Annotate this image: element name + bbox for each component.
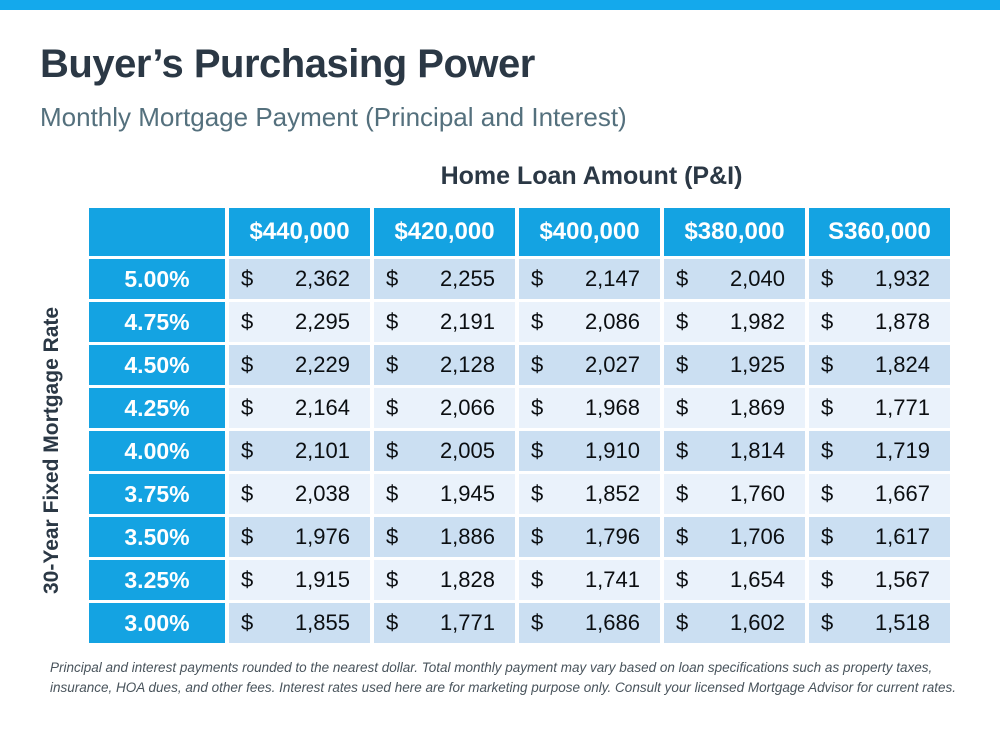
payment-amount: 1,878	[874, 309, 930, 334]
payment-cell	[374, 259, 515, 299]
payment-cell	[229, 517, 370, 557]
payment-cell	[519, 517, 660, 557]
payment-cell	[809, 431, 950, 471]
payment-amount: 1,945	[439, 481, 495, 506]
payment-cell	[519, 388, 660, 428]
payment-cell-content	[374, 481, 515, 507]
payment-cell	[664, 603, 805, 643]
payment-cell-content	[809, 610, 950, 636]
currency-symbol: $	[241, 610, 254, 635]
currency-symbol: $	[676, 352, 689, 377]
payment-cell	[519, 431, 660, 471]
currency-symbol: $	[531, 524, 544, 549]
payment-cell	[229, 259, 370, 299]
payment-cell-content	[374, 610, 515, 636]
payment-amount: 1,910	[584, 438, 640, 463]
payment-cell-content	[664, 266, 805, 292]
rate-cell: 3.75%	[89, 474, 225, 514]
payment-cell-content	[229, 610, 370, 636]
table-row	[89, 302, 950, 342]
payment-cell-content	[809, 309, 950, 335]
column-header: $440,000	[229, 208, 370, 256]
payment-cell-content	[519, 266, 660, 292]
payment-cell	[374, 603, 515, 643]
currency-symbol: $	[821, 309, 834, 334]
currency-symbol: $	[531, 266, 544, 291]
payment-cell	[664, 302, 805, 342]
payment-amount: 1,686	[584, 610, 640, 635]
payment-cell-content	[664, 395, 805, 421]
payment-cell-content	[664, 610, 805, 636]
payment-amount: 1,518	[874, 610, 930, 635]
payment-cell-content	[229, 524, 370, 550]
payment-amount: 2,038	[294, 481, 350, 506]
payment-amount: 2,362	[294, 266, 350, 291]
currency-symbol: $	[676, 567, 689, 592]
payment-cell-content	[374, 395, 515, 421]
payment-cell	[374, 431, 515, 471]
table-row	[89, 474, 950, 514]
header-row	[89, 208, 950, 256]
currency-symbol: $	[821, 266, 834, 291]
payment-cell-content	[519, 524, 660, 550]
payment-amount: 2,101	[294, 438, 350, 463]
rate-cell: 3.25%	[89, 560, 225, 600]
table-body	[89, 259, 950, 643]
payment-amount: 1,760	[729, 481, 785, 506]
currency-symbol: $	[241, 567, 254, 592]
table-row	[89, 345, 950, 385]
payment-cell	[374, 560, 515, 600]
payment-cell	[664, 345, 805, 385]
column-header: $380,000	[664, 208, 805, 256]
currency-symbol: $	[676, 524, 689, 549]
rate-cell: 4.25%	[89, 388, 225, 428]
table-row	[89, 259, 950, 299]
rate-cell: 3.50%	[89, 517, 225, 557]
payment-amount: 1,855	[294, 610, 350, 635]
page-title: Buyer’s Purchasing Power	[40, 42, 535, 86]
currency-symbol: $	[241, 352, 254, 377]
payment-cell	[664, 560, 805, 600]
currency-symbol: $	[821, 438, 834, 463]
payment-cell-content	[664, 524, 805, 550]
payment-cell-content	[809, 481, 950, 507]
currency-symbol: $	[241, 438, 254, 463]
payment-cell	[519, 259, 660, 299]
payment-amount: 1,796	[584, 524, 640, 549]
currency-symbol: $	[531, 395, 544, 420]
payment-cell	[374, 302, 515, 342]
currency-symbol: $	[821, 610, 834, 635]
payment-cell-content	[229, 567, 370, 593]
payment-cell-content	[519, 309, 660, 335]
currency-symbol: $	[386, 524, 399, 549]
table-row	[89, 517, 950, 557]
payment-cell-content	[809, 266, 950, 292]
payment-cell-content	[229, 481, 370, 507]
payment-cell	[809, 345, 950, 385]
payment-amount: 1,925	[729, 352, 785, 377]
currency-symbol: $	[821, 567, 834, 592]
currency-symbol: $	[531, 610, 544, 635]
payment-amount: 1,667	[874, 481, 930, 506]
currency-symbol: $	[386, 266, 399, 291]
payment-cell-content	[374, 352, 515, 378]
payment-amount: 1,719	[874, 438, 930, 463]
payment-cell-content	[374, 266, 515, 292]
payment-cell	[809, 603, 950, 643]
payment-amount: 1,771	[874, 395, 930, 420]
currency-symbol: $	[531, 438, 544, 463]
payment-cell-content	[664, 352, 805, 378]
payment-amount: 1,886	[439, 524, 495, 549]
payment-amount: 2,027	[584, 352, 640, 377]
rate-cell: 5.00%	[89, 259, 225, 299]
payment-cell-content	[809, 524, 950, 550]
payment-amount: 2,147	[584, 266, 640, 291]
currency-symbol: $	[386, 567, 399, 592]
payment-cell-content	[809, 352, 950, 378]
payment-cell-content	[229, 438, 370, 464]
currency-symbol: $	[821, 352, 834, 377]
corner-cell	[89, 208, 225, 256]
payment-amount: 1,869	[729, 395, 785, 420]
payment-cell-content	[519, 567, 660, 593]
currency-symbol: $	[676, 610, 689, 635]
payment-amount: 1,824	[874, 352, 930, 377]
payment-amount: 2,295	[294, 309, 350, 334]
payment-cell	[664, 431, 805, 471]
payment-cell-content	[229, 309, 370, 335]
payment-cell	[229, 345, 370, 385]
currency-symbol: $	[531, 309, 544, 334]
currency-symbol: $	[386, 352, 399, 377]
column-group-header: Home Loan Amount (P&I)	[440, 162, 743, 190]
payment-cell-content	[519, 395, 660, 421]
payment-cell	[229, 388, 370, 428]
payment-cell-content	[809, 438, 950, 464]
column-header: $420,000	[374, 208, 515, 256]
payment-cell-content	[229, 352, 370, 378]
payment-cell-content	[809, 395, 950, 421]
payment-cell-content	[374, 309, 515, 335]
payment-cell	[519, 560, 660, 600]
payment-amount: 2,005	[439, 438, 495, 463]
payment-amount: 1,915	[294, 567, 350, 592]
currency-symbol: $	[386, 610, 399, 635]
payment-cell-content	[374, 524, 515, 550]
payment-cell-content	[519, 352, 660, 378]
currency-symbol: $	[531, 481, 544, 506]
payment-cell-content	[374, 567, 515, 593]
currency-symbol: $	[241, 395, 254, 420]
currency-symbol: $	[676, 481, 689, 506]
payment-cell	[229, 431, 370, 471]
payment-cell	[809, 517, 950, 557]
currency-symbol: $	[531, 352, 544, 377]
payment-cell-content	[664, 438, 805, 464]
currency-symbol: $	[241, 309, 254, 334]
payment-cell-content	[809, 567, 950, 593]
currency-symbol: $	[241, 266, 254, 291]
payment-amount: 1,706	[729, 524, 785, 549]
payment-amount: 1,654	[729, 567, 785, 592]
currency-symbol: $	[241, 481, 254, 506]
payment-amount: 2,040	[729, 266, 785, 291]
payment-amount: 1,567	[874, 567, 930, 592]
payment-cell	[229, 474, 370, 514]
currency-symbol: $	[821, 395, 834, 420]
payment-cell-content	[374, 438, 515, 464]
payment-cell-content	[664, 567, 805, 593]
rate-cell: 4.00%	[89, 431, 225, 471]
payment-amount: 1,982	[729, 309, 785, 334]
rate-cell: 4.50%	[89, 345, 225, 385]
payment-cell-content	[664, 309, 805, 335]
rate-cell: 4.75%	[89, 302, 225, 342]
payment-cell-content	[519, 610, 660, 636]
payment-cell	[519, 474, 660, 514]
payment-cell	[809, 560, 950, 600]
payment-amount: 2,164	[294, 395, 350, 420]
row-group-header: 30-Year Fixed Mortgage Rate	[40, 306, 63, 594]
payment-amount: 1,828	[439, 567, 495, 592]
disclaimer-text: Principal and interest payments rounded to the nearest dollar. Total monthly payment may vary based on loan specifications such as property taxes, insurance, HOA dues, and other fees. Interest rates used here are for marketing purpose only. Consult your licensed Mortgage Advisor for current rates.	[50, 660, 956, 695]
payment-cell	[374, 474, 515, 514]
payment-cell	[374, 517, 515, 557]
payment-amount: 2,191	[439, 309, 495, 334]
payment-cell-content	[519, 481, 660, 507]
payment-cell	[229, 302, 370, 342]
payment-cell	[519, 302, 660, 342]
payment-cell	[519, 603, 660, 643]
currency-symbol: $	[386, 309, 399, 334]
currency-symbol: $	[821, 481, 834, 506]
payment-cell	[229, 603, 370, 643]
currency-symbol: $	[241, 524, 254, 549]
payment-cell	[374, 345, 515, 385]
payment-amount: 1,741	[584, 567, 640, 592]
payment-cell	[374, 388, 515, 428]
payment-cell	[664, 388, 805, 428]
payment-cell	[809, 388, 950, 428]
payment-cell	[664, 474, 805, 514]
payment-amount: 1,602	[729, 610, 785, 635]
table-row	[89, 560, 950, 600]
currency-symbol: $	[676, 309, 689, 334]
currency-symbol: $	[386, 481, 399, 506]
currency-symbol: $	[531, 567, 544, 592]
payment-amount: 2,066	[439, 395, 495, 420]
rate-cell: 3.00%	[89, 603, 225, 643]
payment-cell-content	[664, 481, 805, 507]
payment-cell	[229, 560, 370, 600]
currency-symbol: $	[386, 395, 399, 420]
table-row	[89, 388, 950, 428]
payment-cell	[519, 345, 660, 385]
table-header	[89, 208, 950, 256]
currency-symbol: $	[676, 266, 689, 291]
column-header: S360,000	[809, 208, 950, 256]
payment-amount: 2,086	[584, 309, 640, 334]
page-subtitle: Monthly Mortgage Payment (Principal and Interest)	[40, 102, 627, 132]
payment-cell	[664, 259, 805, 299]
currency-symbol: $	[386, 438, 399, 463]
payment-amount: 1,976	[294, 524, 350, 549]
payment-amount: 1,932	[874, 266, 930, 291]
payment-cell	[809, 302, 950, 342]
payment-amount: 1,771	[439, 610, 495, 635]
payment-amount: 1,852	[584, 481, 640, 506]
currency-symbol: $	[676, 395, 689, 420]
table-row	[89, 431, 950, 471]
payment-cell	[809, 474, 950, 514]
payment-cell-content	[519, 438, 660, 464]
currency-symbol: $	[821, 524, 834, 549]
payment-amount: 2,128	[439, 352, 495, 377]
column-header: $400,000	[519, 208, 660, 256]
payment-cell-content	[229, 395, 370, 421]
payment-amount: 1,617	[874, 524, 930, 549]
top-accent-bar	[0, 0, 1000, 10]
currency-symbol: $	[676, 438, 689, 463]
mortgage-payment-table	[85, 205, 954, 646]
payment-amount: 2,255	[439, 266, 495, 291]
payment-cell	[664, 517, 805, 557]
table-row	[89, 603, 950, 643]
payment-amount: 2,229	[294, 352, 350, 377]
payment-cell-content	[229, 266, 370, 292]
payment-cell	[809, 259, 950, 299]
payment-amount: 1,968	[584, 395, 640, 420]
payment-amount: 1,814	[729, 438, 785, 463]
